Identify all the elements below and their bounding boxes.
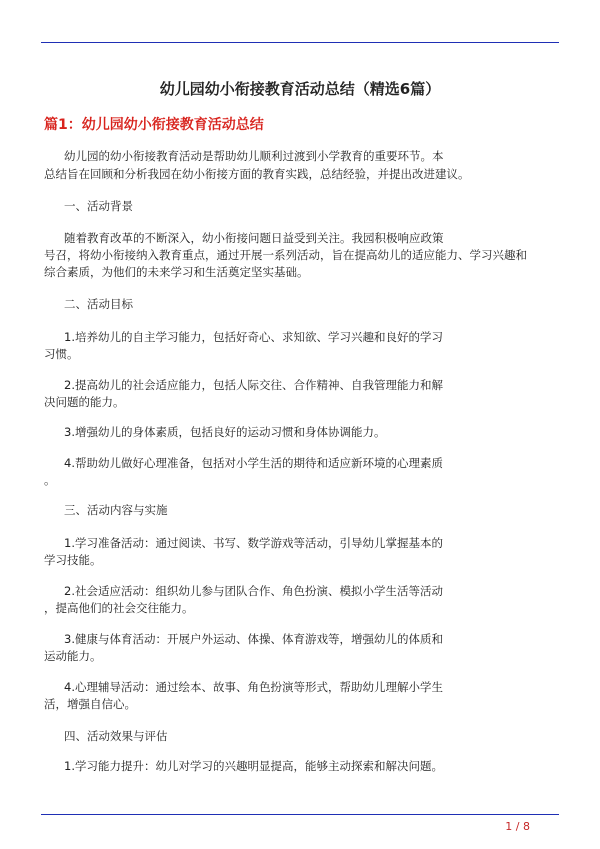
header-rule <box>41 42 559 43</box>
goal-line: 。 <box>44 473 56 487</box>
page-number: 1 / 8 <box>505 820 530 833</box>
background-line: 综合素质，为他们的未来学习和生活奠定坚实基础。 <box>44 265 309 279</box>
goal-line: 决问题的能力。 <box>44 395 125 409</box>
content-line: ，提高他们的社会交往能力。 <box>44 601 194 615</box>
section-title: 篇1：幼儿园幼小衔接教育活动总结 <box>44 117 264 133</box>
intro-line: 幼儿园的幼小衔接教育活动是帮助幼儿顺利过渡到小学教育的重要环节。本 <box>64 149 444 163</box>
content-line: 2.社会适应活动：组织幼儿参与团队合作、角色扮演、模拟小学生活等活动 <box>64 584 443 598</box>
content-line: 学习技能。 <box>44 553 102 567</box>
content-line: 4.心理辅导活动：通过绘本、故事、角色扮演等形式，帮助幼儿理解小学生 <box>64 680 443 694</box>
goal-line: 1.培养幼儿的自主学习能力，包括好奇心、求知欲、学习兴趣和良好的学习 <box>64 330 443 344</box>
intro-line: 总结旨在回顾和分析我园在幼小衔接方面的教育实践，总结经验，并提出改进建议。 <box>44 167 470 181</box>
goal-line: 3.增强幼儿的身体素质，包括良好的运动习惯和身体协调能力。 <box>64 425 386 439</box>
content-line: 1.学习准备活动：通过阅读、书写、数学游戏等活动，引导幼儿掌握基本的 <box>64 536 443 550</box>
footer-rule <box>41 814 559 815</box>
effects-line: 1.学习能力提升：幼儿对学习的兴趣明显提高，能够主动探索和解决问题。 <box>64 759 443 773</box>
background-line: 号召，将幼小衔接纳入教育重点，通过开展一系列活动，旨在提高幼儿的适应能力、学习兴趣和 <box>44 248 527 262</box>
goal-line: 习惯。 <box>44 347 79 361</box>
heading-effects: 四、活动效果与评估 <box>64 729 168 743</box>
heading-background: 一、活动背景 <box>64 199 133 213</box>
background-line: 随着教育改革的不断深入，幼小衔接问题日益受到关注。我园积极响应政策 <box>64 231 444 245</box>
goal-line: 2.提高幼儿的社会适应能力，包括人际交往、合作精神、自我管理能力和解 <box>64 378 443 392</box>
content-line: 运动能力。 <box>44 649 102 663</box>
content-line: 3.健康与体育活动：开展户外运动、体操、体育游戏等，增强幼儿的体质和 <box>64 632 443 646</box>
heading-goals: 二、活动目标 <box>64 297 133 311</box>
document-title: 幼儿园幼小衔接教育活动总结（精选6篇） <box>159 80 441 98</box>
heading-content: 三、活动内容与实施 <box>64 503 168 517</box>
goal-line: 4.帮助幼儿做好心理准备，包括对小学生活的期待和适应新环境的心理素质 <box>64 456 443 470</box>
content-line: 活，增强自信心。 <box>44 697 136 711</box>
